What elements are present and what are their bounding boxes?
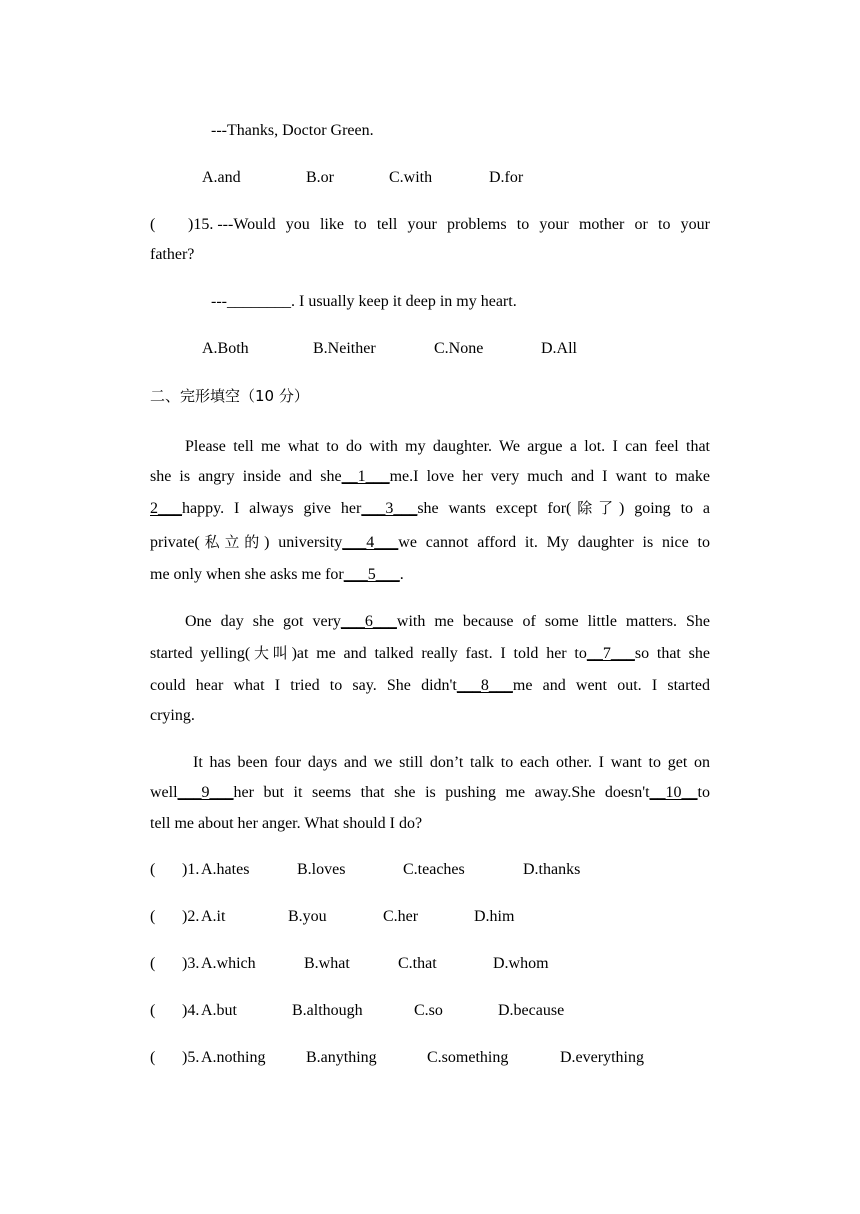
option-c: C.so <box>414 1002 443 1019</box>
passage-p3-line1 <box>193 753 710 775</box>
q14-option-b: B.or <box>306 169 334 186</box>
passage-text: )at me and talked really fast. I told her to <box>291 645 587 662</box>
question-1 <box>150 860 710 882</box>
question-number: )2. <box>182 908 200 925</box>
passage-p1-line3 <box>150 498 710 520</box>
passage-p3-line2 <box>150 783 710 805</box>
q15-option-d: D.All <box>541 340 577 357</box>
passage-p1-line2 <box>150 467 710 489</box>
option-d: D.because <box>498 1002 565 1019</box>
chinese-gloss: 大叫 <box>250 644 292 662</box>
option-c: C.something <box>427 1049 509 1066</box>
passage-text: tell me about her anger. What should I do? <box>150 815 423 832</box>
blank-4: ___4___ <box>342 534 399 551</box>
blank-2: 2___ <box>150 500 182 517</box>
question-number: )1. <box>182 861 200 878</box>
passage-p2-line2 <box>150 643 710 665</box>
passage-text: she is angry inside and she <box>150 468 342 485</box>
question-2 <box>150 907 710 929</box>
passage-text: her but it seems that she is pushing me away.She doesn't <box>233 784 650 801</box>
passage-text: ) going to a <box>619 500 710 517</box>
q15-option-b: B.Neither <box>313 340 376 357</box>
passage-p1-text: Please tell me what to do with my daughter. We argue a lot. I can feel that <box>185 438 710 455</box>
question-paren: ( <box>150 1049 156 1066</box>
option-a: A.but <box>201 1002 237 1019</box>
question-paren: ( <box>150 1002 156 1019</box>
q14-option-d: D.for <box>489 169 524 186</box>
option-a: A.hates <box>201 861 250 878</box>
option-a: A.which <box>201 955 256 972</box>
q15-stem-text: ---Would you like to tell your problems to your mother or to your <box>217 216 710 233</box>
passage-text: me only when she asks me for <box>150 566 344 583</box>
blank-1: __1___ <box>341 468 390 485</box>
q15-answer-rest: . I usually keep it deep in my heart. <box>290 293 517 310</box>
question-paren: ( <box>150 861 156 878</box>
option-a: A.nothing <box>201 1049 266 1066</box>
passage-text: It has been four days and we still don’t talk to each other. I want to get on <box>193 754 710 771</box>
passage-text: ) university <box>264 534 343 551</box>
q15-answer-prefix: --- <box>211 293 227 310</box>
q15-number: )15. <box>188 216 214 233</box>
section2-title-text: 二、完形填空（10 分） <box>150 387 309 405</box>
passage-p2-line1 <box>185 612 710 634</box>
passage-text: private( <box>150 534 200 551</box>
option-d: D.whom <box>493 955 549 972</box>
passage-text: she wants except for( <box>417 500 572 517</box>
q14-option-a: A.and <box>202 169 241 186</box>
option-b: B.what <box>304 955 350 972</box>
q15-option-c: C.None <box>434 340 484 357</box>
blank-10: __10__ <box>649 784 698 801</box>
q15-stem-text-2: father? <box>150 246 195 263</box>
chinese-gloss: 除了 <box>571 499 620 517</box>
passage-text: so that she <box>634 645 710 662</box>
option-c: C.her <box>383 908 419 925</box>
option-a: A.it <box>201 908 226 925</box>
blank-3: ___3___ <box>361 500 418 517</box>
passage-text: with me because of some little matters. She <box>396 613 710 630</box>
q15-answer-blank: ________ <box>226 293 291 310</box>
passage-text: crying. <box>150 707 195 724</box>
question-number: )4. <box>182 1002 200 1019</box>
passage-text: started yelling( <box>150 645 251 662</box>
blank-8: ___8___ <box>456 677 513 694</box>
q14-answer-text: ---Thanks, Doctor Green. <box>211 122 374 139</box>
q15-paren-open: ( <box>150 216 156 233</box>
passage-text: well <box>150 784 178 801</box>
question-5 <box>150 1048 710 1070</box>
passage-text: me.I love her very much and I want to make <box>389 468 711 485</box>
passage-p2-line4 <box>150 706 710 728</box>
question-paren: ( <box>150 908 156 925</box>
question-paren: ( <box>150 955 156 972</box>
section2-title <box>150 386 710 408</box>
q15-stem-line2 <box>150 245 710 267</box>
chinese-gloss: 私立的 <box>199 533 265 551</box>
passage-p1-line1 <box>185 437 710 459</box>
q14-answer-line <box>211 121 374 143</box>
q15-answer-line <box>211 292 517 314</box>
passage-text: to <box>697 784 710 801</box>
question-3 <box>150 954 710 976</box>
passage-text: me and went out. I started <box>512 677 711 694</box>
passage-p3-line3 <box>150 814 710 836</box>
passage-p2-line3 <box>150 676 710 698</box>
question-number: )3. <box>182 955 200 972</box>
passage-text: could hear what I tried to say. She didn't <box>150 677 457 694</box>
option-d: D.everything <box>560 1049 644 1066</box>
passage-text: One day she got very <box>185 613 341 630</box>
q15-stem-wrap <box>188 215 710 235</box>
option-b: B.you <box>288 908 327 925</box>
question-4 <box>150 1001 710 1023</box>
q15-stem-line1 <box>150 215 710 237</box>
question-number: )5. <box>182 1049 200 1066</box>
option-b: B.anything <box>306 1049 377 1066</box>
blank-7: __7___ <box>586 645 635 662</box>
q14-option-c: C.with <box>389 169 433 186</box>
option-c: C.that <box>398 955 437 972</box>
option-b: B.although <box>292 1002 363 1019</box>
option-d: D.thanks <box>523 861 581 878</box>
q15-option-a: A.Both <box>202 340 249 357</box>
option-d: D.him <box>474 908 515 925</box>
passage-p1-line4 <box>150 532 710 554</box>
passage-p1-line5 <box>150 565 710 587</box>
blank-9: ___9___ <box>177 784 234 801</box>
passage-text: happy. I always give her <box>182 500 362 517</box>
option-c: C.teaches <box>403 861 465 878</box>
passage-text: we cannot afford it. My daughter is nice to <box>398 534 710 551</box>
blank-6: ___6___ <box>340 613 397 630</box>
blank-5: ___5___ <box>343 566 400 583</box>
option-b: B.loves <box>297 861 346 878</box>
passage-text: . <box>399 566 404 583</box>
